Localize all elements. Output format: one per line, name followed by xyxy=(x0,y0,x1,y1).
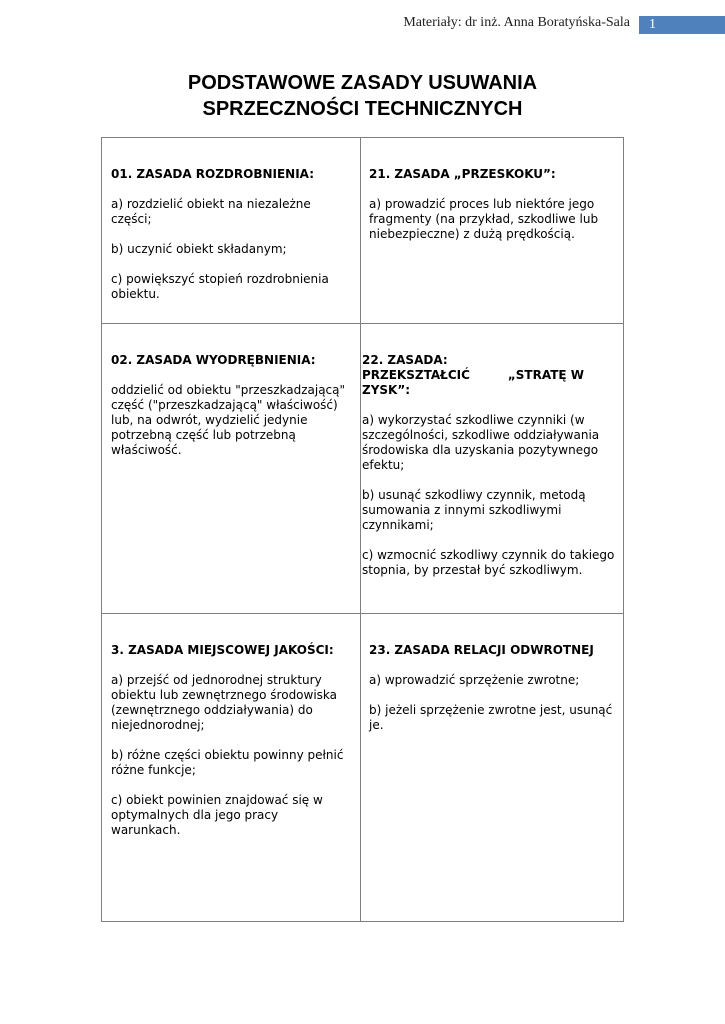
principle-heading-line-2-left: PRZEKSZTAŁCIĆ xyxy=(362,368,470,382)
principle-heading: 02. ZASADA WYODRĘBNIENIA: xyxy=(111,353,316,367)
principle-paragraph: b) usunąć szkodliwy czynnik, metodą sumowania z innymi szkodliwymi czynnikami; xyxy=(362,488,586,532)
principle-paragraph: a) wprowadzić sprzężenie zwrotne; xyxy=(369,673,580,687)
principles-table xyxy=(101,137,624,922)
principle-heading: 21. ZASADA „PRZESKOKU”: xyxy=(369,167,556,181)
principle-paragraph: b) uczynić obiekt składanym; xyxy=(111,242,287,256)
principle-cell-23 xyxy=(361,614,624,922)
principle-heading: 01. ZASADA ROZDROBNIENIA: xyxy=(111,167,314,181)
principle-heading-line-2 xyxy=(362,368,584,383)
principle-paragraph: b) jeżeli sprzężenie zwrotne jest, usunąć je. xyxy=(369,703,613,732)
principle-heading: 23. ZASADA RELACJI ODWROTNEJ xyxy=(369,643,594,657)
principle-paragraph: a) wykorzystać szkodliwe czynniki (w szczególności, szkodliwe oddziaływania środowiska dla uzyskania pozytywnego efektu; xyxy=(362,413,600,472)
principle-cell-01 xyxy=(102,138,361,324)
principle-heading-line-2-right: „STRATĘ W xyxy=(507,368,584,382)
principle-paragraph: a) rozdzielić obiekt na niezależne części; xyxy=(111,197,311,226)
table-row xyxy=(102,614,624,922)
principle-paragraph: c) wzmocnić szkodliwy czynnik do takiego stopnia, by przestał być szkodliwym. xyxy=(362,548,615,577)
document-author-header: Materiały: dr inż. Anna Boratyńska-Sala xyxy=(403,15,630,30)
table-row xyxy=(102,138,624,324)
principle-cell-22 xyxy=(361,324,624,614)
principle-cell-03 xyxy=(102,614,361,922)
principle-paragraph: a) prowadzić proces lub niektóre jego fragmenty (na przykład, szkodliwe lub niebezpieczne) z dużą prędkością. xyxy=(369,197,599,241)
principle-heading-line-3: ZYSK”: xyxy=(362,383,411,397)
principle-paragraph: oddzielić od obiektu "przeszkadzającą" część ("przeszkadzającą" właściwość) lub, na odwrót, wydzielić jedynie potrzebną część lub potrzebną właściwość. xyxy=(111,383,346,457)
page-number-badge: 1 xyxy=(639,16,725,34)
principle-heading-line-1: 22. ZASADA: xyxy=(362,353,448,367)
document-title xyxy=(0,70,725,122)
principle-cell-02 xyxy=(102,324,361,614)
document-title-line-1: PODSTAWOWE ZASADY USUWANIA xyxy=(187,72,538,94)
principle-paragraph: b) różne części obiektu powinny pełnić różne funkcje; xyxy=(111,748,344,777)
principle-cell-21 xyxy=(361,138,624,324)
table-row xyxy=(102,324,624,614)
principle-heading: 3. ZASADA MIEJSCOWEJ JAKOŚCI: xyxy=(111,643,334,657)
principle-heading xyxy=(362,353,616,398)
principle-paragraph: a) przejść od jednorodnej struktury obiektu lub zewnętrznego środowiska (zewnętrznego oddziaływania) do niejednorodnej; xyxy=(111,673,338,732)
principle-paragraph: c) powiększyć stopień rozdrobnienia obiektu. xyxy=(111,272,329,301)
document-title-line-2: SPRZECZNOŚCI TECHNICZNYCH xyxy=(202,98,523,120)
principle-paragraph: c) obiekt powinien znajdować się w optymalnych dla jego pracy warunkach. xyxy=(111,793,323,837)
